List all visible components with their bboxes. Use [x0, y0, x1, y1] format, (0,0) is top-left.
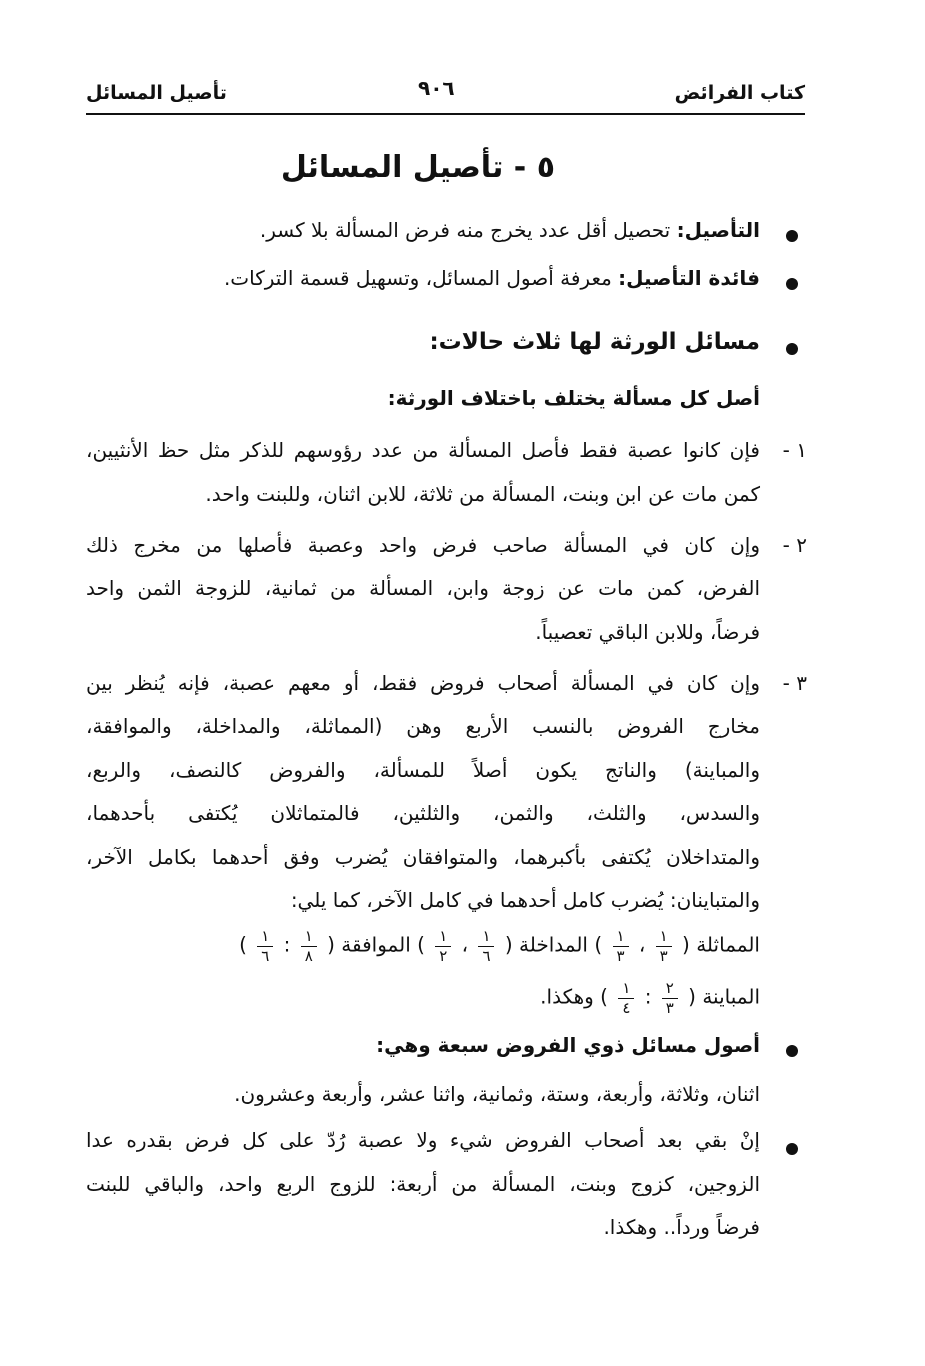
definition-faida [224, 266, 760, 290]
separator: : [283, 932, 291, 957]
fraction: $\frac{١}{٨}$ [301, 928, 317, 964]
radd-text-line: فرضاً ورداً.. وهكذا. [603, 1215, 760, 1239]
bullet-icon [786, 1143, 798, 1155]
section-title: ٥ - تأصيل المسائل [280, 150, 555, 185]
case-number: ١ - [782, 438, 807, 462]
mumathala-label: المماثلة ( [682, 932, 760, 957]
case-text-line: والمتداخلان يُكتفى بأكبرهما، والمتوافقان يُضرب وفق أحدهما بكامل الآخر، [86, 845, 760, 869]
cases-heading: مسائل الورثة لها ثلاث حالات: [429, 329, 760, 355]
cases-subheading: أصل كل مسألة يختلف باختلاف الورثة: [387, 386, 760, 410]
running-header-chapter: تأصيل المسائل [86, 82, 227, 104]
case-text-line: والمباينة) والناتج يكون أصلاً للمسألة، والفروض كالنصف، والربع، [86, 758, 760, 782]
fraction: $\frac{٢}{٣}$ [662, 980, 678, 1016]
term-label: التأصيل: [676, 218, 760, 242]
usul-heading: أصول مسائل ذوي الفروض سبعة وهي: [376, 1033, 760, 1057]
radd-text-line: الزوجين، كزوج وبنت، المسألة من أربعة: للزوج الربع واحد، والباقي للبنت [86, 1172, 760, 1196]
mubayana-label: المباينة ( [688, 984, 760, 1009]
bullet-icon [786, 278, 798, 290]
case-text-line: وإن كان في المسألة أصحاب فروض فقط، أو معهم عصبة، فإنه يُنظر بين [86, 671, 760, 695]
separator: ، [638, 932, 646, 957]
separator: : [644, 984, 652, 1009]
term-label: فائدة التأصيل: [618, 266, 760, 290]
case-text-line: مخارج الفروض بالنسب الأربع وهن (المماثلة، والمداخلة، والموافقة، [86, 714, 760, 738]
case-text-line: فرضاً، وللابن الباقي تعصيباً. [535, 620, 760, 644]
fraction: $\frac{١}{٢}$ [435, 928, 451, 964]
ratio-examples-row [540, 980, 760, 1016]
case-text-line: والمتباينان: يُضرب كامل أحدهما في كامل الآخر، كما يلي: [290, 888, 760, 912]
fraction: $\frac{١}{٦}$ [257, 928, 273, 964]
example-end: ) وهكذا. [540, 984, 608, 1009]
case-number: ٣ - [782, 671, 807, 695]
definition-taasil [260, 218, 760, 242]
close-paren: ) [239, 932, 247, 957]
separator: ، [461, 932, 469, 957]
case-text-line: والسدس، والثلث، والثمن، والثلثين، فالمتماثلان يُكتفى بأحدهما، [86, 801, 760, 825]
bullet-icon [786, 343, 798, 355]
term-text: تحصيل أقل عدد يخرج منه فرض المسألة بلا كسر. [259, 218, 671, 242]
case-text-line: وإن كان في المسألة صاحب فرض واحد وعصبة فأصلها من مخرج ذلك [86, 533, 760, 557]
fraction: $\frac{١}{٣}$ [656, 928, 672, 964]
mudakhala-label: ) المداخلة ( [504, 932, 603, 957]
fraction: $\frac{١}{٣}$ [613, 928, 629, 964]
case-text-line: كمن مات عن ابن وبنت، المسألة من ثلاثة، للابن اثنان، وللبنت واحد. [205, 482, 760, 506]
ratio-examples-row [86, 928, 760, 964]
page-number: ٩٠٦ [418, 76, 455, 100]
case-text-line: الفرض، كمن مات عن زوجة وابن، المسألة من ثمانية، للزوجة الثمن واحد [86, 576, 760, 600]
muwafaqa-label: ) الموافقة ( [327, 932, 425, 957]
fraction: $\frac{١}{٤}$ [618, 980, 634, 1016]
running-header-book: كتاب الفرائض [674, 82, 805, 104]
usul-list: اثنان، وثلاثة، وأربعة، وستة، وثمانية، واثنا عشر، وأربعة وعشرون. [234, 1082, 760, 1106]
term-text: معرفة أصول المسائل، وتسهيل قسمة التركات. [223, 266, 612, 290]
bullet-icon [786, 230, 798, 242]
fraction: $\frac{١}{٦}$ [478, 928, 494, 964]
header-rule [86, 113, 805, 115]
case-number: ٢ - [782, 533, 807, 557]
case-text-line: فإن كانوا عصبة فقط فأصل المسألة من عدد رؤوسهم للذكر مثل حظ الأنثيين، [86, 438, 760, 462]
bullet-icon [786, 1045, 798, 1057]
radd-text-line: إنْ بقي بعد أصحاب الفروض شيء ولا عصبة رُدّ على كل فرض بقدره عدا [86, 1128, 760, 1152]
